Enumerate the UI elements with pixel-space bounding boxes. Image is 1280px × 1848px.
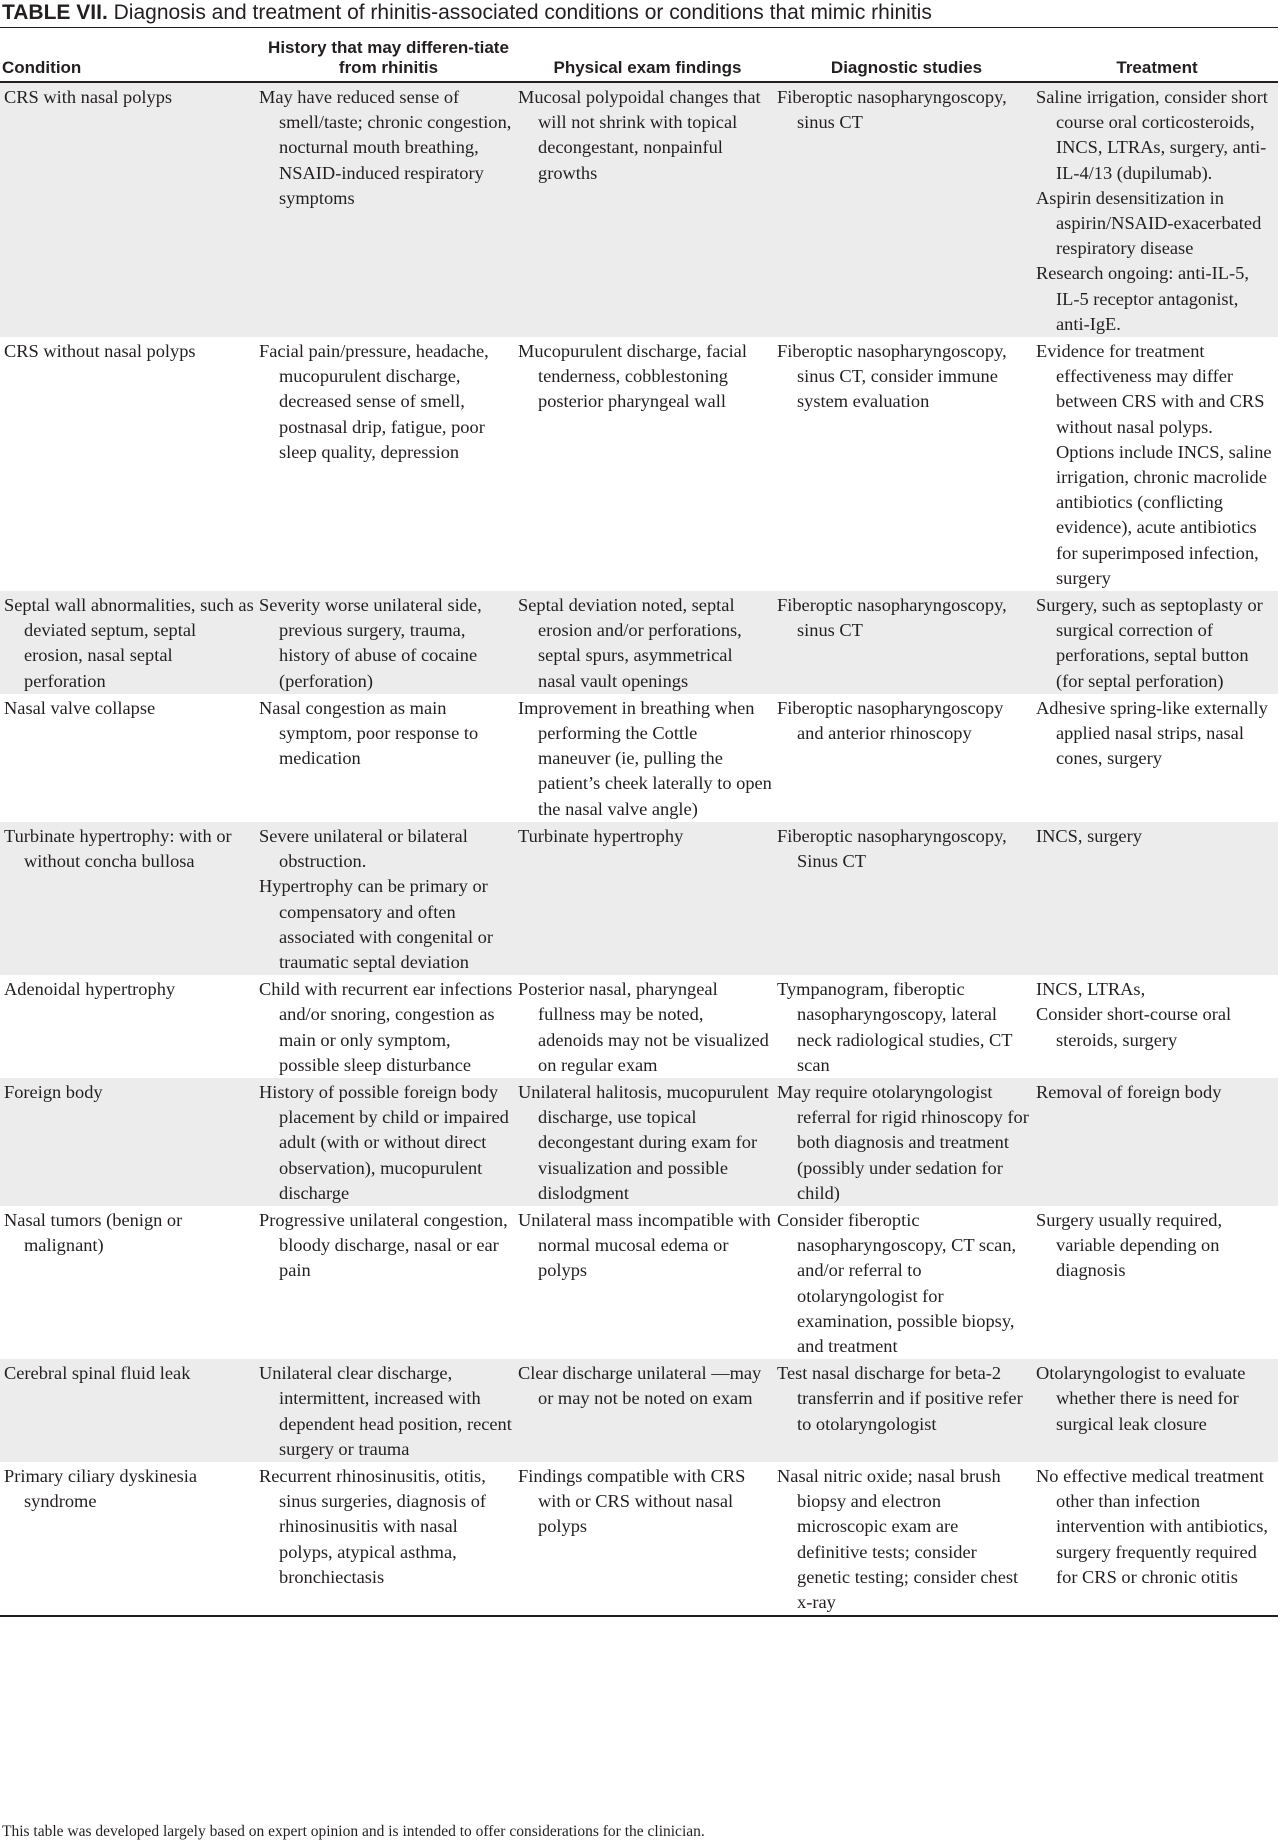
cell-paragraph: Unilateral mass incompatible with normal mucosal edema or polyps bbox=[518, 1209, 771, 1281]
condition-cell bbox=[0, 82, 259, 337]
exam-cell-content bbox=[518, 85, 773, 186]
history-cell bbox=[259, 1078, 518, 1206]
treatment-cell-content bbox=[1036, 1208, 1274, 1284]
exam-cell bbox=[518, 1359, 777, 1462]
treatment-cell bbox=[1036, 694, 1278, 822]
history-cell bbox=[259, 1359, 518, 1462]
cell-paragraph: Turbinate hypertrophy bbox=[518, 825, 684, 846]
studies-cell bbox=[777, 591, 1036, 694]
history-cell-content bbox=[259, 824, 514, 975]
treatment-cell bbox=[1036, 1206, 1278, 1359]
treatment-cell-content bbox=[1036, 593, 1274, 694]
condition-cell bbox=[0, 822, 259, 975]
treatment-cell-content bbox=[1036, 1080, 1274, 1105]
history-cell-content bbox=[259, 1080, 514, 1206]
treatment-cell bbox=[1036, 1462, 1278, 1616]
header-exam: Physical exam findings bbox=[518, 32, 777, 82]
cell-paragraph: Foreign body bbox=[4, 1081, 103, 1102]
studies-cell-content bbox=[777, 824, 1032, 874]
exam-cell bbox=[518, 975, 777, 1078]
cell-paragraph: INCS, LTRAs, bbox=[1036, 979, 1146, 1000]
cell-paragraph: Saline irrigation, consider short course oral corticosteroids, INCS, LTRAs, surgery, anti-IL-4/13 (dupilumab). bbox=[1036, 87, 1268, 183]
cell-paragraph: Nasal valve collapse bbox=[4, 697, 156, 718]
exam-cell-content bbox=[518, 339, 773, 415]
treatment-cell bbox=[1036, 1359, 1278, 1462]
header-condition: Condition bbox=[0, 32, 259, 82]
condition-cell bbox=[0, 1206, 259, 1359]
history-cell bbox=[259, 694, 518, 822]
table-caption bbox=[2, 0, 1278, 26]
cell-paragraph: Unilateral halitosis, mucopurulent discharge, use topical decongestant during exam for visualization and possible dislodgment bbox=[518, 1081, 769, 1203]
exam-cell bbox=[518, 82, 777, 337]
studies-cell bbox=[777, 1206, 1036, 1359]
cell-paragraph: Fiberoptic nasopharyngoscopy, sinus CT, consider immune system evaluation bbox=[777, 341, 1007, 412]
treatment-cell-content bbox=[1036, 1361, 1274, 1437]
condition-cell-content bbox=[0, 1208, 255, 1258]
history-cell-content bbox=[259, 696, 514, 772]
treatment-cell bbox=[1036, 1078, 1278, 1206]
studies-cell bbox=[777, 1462, 1036, 1616]
history-cell bbox=[259, 82, 518, 337]
cell-paragraph: Cerebral spinal fluid leak bbox=[4, 1363, 191, 1384]
cell-paragraph: Surgery usually required, variable depending on diagnosis bbox=[1036, 1209, 1223, 1281]
cell-paragraph: CRS with nasal polyps bbox=[4, 87, 173, 107]
treatment-cell-content bbox=[1036, 339, 1274, 591]
cell-paragraph: Test nasal discharge for beta-2 transferrin and if positive refer to otolaryngologist bbox=[777, 1363, 1023, 1434]
table-row bbox=[0, 591, 1278, 694]
table-row bbox=[0, 694, 1278, 822]
studies-cell-content bbox=[777, 1208, 1032, 1359]
history-cell-content bbox=[259, 85, 514, 211]
exam-cell-content bbox=[518, 1208, 773, 1284]
condition-cell bbox=[0, 337, 259, 591]
treatment-cell-content bbox=[1036, 85, 1274, 337]
table-row bbox=[0, 1206, 1278, 1359]
condition-cell bbox=[0, 975, 259, 1078]
condition-cell bbox=[0, 591, 259, 694]
cell-paragraph: Turbinate hypertrophy: with or without concha bullosa bbox=[4, 825, 232, 872]
cell-paragraph: Findings compatible with CRS with or CRS without nasal polyps bbox=[518, 1465, 746, 1537]
studies-cell-content bbox=[777, 593, 1032, 643]
exam-cell bbox=[518, 694, 777, 822]
studies-cell bbox=[777, 1359, 1036, 1462]
exam-cell bbox=[518, 337, 777, 591]
table-header bbox=[0, 32, 1278, 82]
studies-cell-content bbox=[777, 977, 1032, 1078]
exam-cell-content bbox=[518, 1361, 773, 1411]
cell-paragraph: Nasal tumors (benign or malignant) bbox=[4, 1209, 183, 1256]
cell-paragraph: History of possible foreign body placement by child or impaired adult (with or without direct observation), mucopurulent discharge bbox=[259, 1081, 509, 1203]
cell-paragraph: Facial pain/pressure, headache, mucopurulent discharge, decreased sense of smell, postnasal drip, fatigue, poor sleep quality, depression bbox=[259, 341, 489, 462]
cell-paragraph: Adhesive spring-like externally applied nasal strips, nasal cones, surgery bbox=[1036, 697, 1268, 769]
history-cell bbox=[259, 822, 518, 975]
cell-paragraph: No effective medical treatment other than infection intervention with antibiotics, surgery frequently required for CRS or chronic otitis bbox=[1036, 1465, 1268, 1587]
studies-cell-content bbox=[777, 1361, 1032, 1437]
table-row bbox=[0, 822, 1278, 975]
table-footnote: This table was developed largely based on expert opinion and is intended to offer considerations for the clinician. bbox=[2, 1823, 705, 1840]
cell-paragraph: Septal wall abnormalities, such as deviated septum, septal erosion, nasal septal perforation bbox=[4, 595, 254, 691]
treatment-cell bbox=[1036, 591, 1278, 694]
history-cell bbox=[259, 591, 518, 694]
history-cell-content bbox=[259, 593, 514, 694]
condition-cell-content bbox=[0, 696, 255, 721]
cell-paragraph: Research ongoing: anti-IL-5, IL-5 receptor antagonist, anti-IgE. bbox=[1036, 263, 1249, 334]
cell-paragraph: INCS, surgery bbox=[1036, 825, 1142, 846]
cell-paragraph: Adenoidal hypertrophy bbox=[4, 979, 176, 1000]
cell-paragraph: Primary ciliary dyskinesia syndrome bbox=[4, 1465, 198, 1512]
exam-cell bbox=[518, 591, 777, 694]
table-row bbox=[0, 975, 1278, 1078]
exam-cell bbox=[518, 1078, 777, 1206]
condition-cell-content bbox=[0, 339, 255, 364]
header-row bbox=[0, 32, 1278, 82]
studies-cell-content bbox=[777, 85, 1032, 135]
cell-paragraph: CRS without nasal polyps bbox=[4, 341, 196, 362]
exam-cell bbox=[518, 1206, 777, 1359]
studies-cell bbox=[777, 337, 1036, 591]
condition-cell-content bbox=[0, 1080, 255, 1105]
treatment-cell-content bbox=[1036, 1464, 1274, 1590]
history-cell bbox=[259, 337, 518, 591]
table-row bbox=[0, 337, 1278, 591]
treatment-cell bbox=[1036, 822, 1278, 975]
diagnosis-treatment-table bbox=[0, 32, 1278, 1617]
exam-cell-content bbox=[518, 1464, 773, 1540]
treatment-cell bbox=[1036, 337, 1278, 591]
cell-paragraph: Progressive unilateral congestion, bloody discharge, nasal or ear pain bbox=[259, 1209, 508, 1281]
cell-paragraph: Fiberoptic nasopharyngoscopy, Sinus CT bbox=[777, 825, 1007, 872]
history-cell bbox=[259, 975, 518, 1078]
cell-paragraph: Mucopurulent discharge, facial tenderness, cobblestoning posterior pharyngeal wall bbox=[518, 341, 747, 412]
condition-cell bbox=[0, 1462, 259, 1616]
history-cell bbox=[259, 1206, 518, 1359]
studies-cell-content bbox=[777, 696, 1032, 746]
exam-cell-content bbox=[518, 696, 773, 822]
cell-paragraph: Fiberoptic nasopharyngoscopy, sinus CT bbox=[777, 595, 1007, 641]
studies-cell-content bbox=[777, 1080, 1032, 1206]
cell-paragraph: Fiberoptic nasopharyngoscopy and anterior rhinoscopy bbox=[777, 697, 1004, 744]
studies-cell bbox=[777, 822, 1036, 975]
exam-cell-content bbox=[518, 824, 773, 849]
condition-cell-content bbox=[0, 824, 255, 874]
studies-cell bbox=[777, 1078, 1036, 1206]
history-cell-content bbox=[259, 977, 514, 1078]
table-row bbox=[0, 82, 1278, 337]
cell-paragraph: Nasal congestion as main symptom, poor response to medication bbox=[259, 697, 479, 769]
condition-cell-content bbox=[0, 1361, 255, 1386]
history-cell-content bbox=[259, 1208, 514, 1284]
treatment-cell bbox=[1036, 975, 1278, 1078]
history-cell-content bbox=[259, 1361, 514, 1462]
table-title: Diagnosis and treatment of rhinitis-associated conditions or conditions that mimic rhinitis bbox=[113, 1, 932, 24]
history-cell-content bbox=[259, 339, 514, 465]
cell-paragraph: Septal deviation noted, septal erosion and/or perforations, septal spurs, asymmetrical nasal vault openings bbox=[518, 595, 742, 691]
cell-paragraph: Consider fiberoptic nasopharyngoscopy, CT scan, and/or referral to otolaryngologist for examination, possible biopsy, and treatment bbox=[777, 1209, 1017, 1356]
condition-cell-content bbox=[0, 85, 255, 110]
studies-cell-content bbox=[777, 339, 1032, 415]
cell-paragraph: Clear discharge unilateral —may or may not be noted on exam bbox=[518, 1363, 762, 1409]
cell-paragraph: Severe unilateral or bilateral obstruction. bbox=[259, 825, 468, 872]
condition-cell bbox=[0, 1078, 259, 1206]
cell-paragraph: Consider short-course oral steroids, surgery bbox=[1036, 1004, 1232, 1050]
cell-paragraph: May require otolaryngologist referral for rigid rhinoscopy for both diagnosis and treatment (possibly under sedation for child) bbox=[777, 1081, 1029, 1203]
cell-paragraph: Tympanogram, fiberoptic nasopharyngoscopy, lateral neck radiological studies, CT scan bbox=[777, 979, 1013, 1075]
condition-cell-content bbox=[0, 1464, 255, 1514]
cell-paragraph: Recurrent rhinosinusitis, otitis, sinus surgeries, diagnosis of rhinosinusitis with nasal polyps, atypical asthma, bronchiectasis bbox=[259, 1465, 487, 1587]
cell-paragraph: Unilateral clear discharge, intermittent, increased with dependent head position, recent surgery or trauma bbox=[259, 1363, 512, 1459]
cell-paragraph: Child with recurrent ear infections and/or snoring, congestion as main or only symptom, possible sleep disturbance bbox=[259, 979, 513, 1075]
cell-paragraph: Aspirin desensitization in aspirin/NSAID-exacerbated respiratory disease bbox=[1036, 187, 1262, 259]
cell-paragraph: Evidence for treatment effectiveness may differ between CRS with and CRS without nasal polyps. Options include INCS, saline irrigation, chronic macrolide antibiotics (conflicting evidence), acute antibiotics for superimposed infection, surgery bbox=[1036, 341, 1272, 588]
header-history: History that may differen-tiate from rhinitis bbox=[259, 32, 518, 82]
studies-cell bbox=[777, 975, 1036, 1078]
cell-paragraph: Surgery, such as septoplasty or surgical correction of perforations, septal button (for septal perforation) bbox=[1036, 595, 1263, 691]
exam-cell bbox=[518, 1462, 777, 1616]
table-row bbox=[0, 1462, 1278, 1616]
treatment-cell-content bbox=[1036, 696, 1274, 772]
treatment-cell-content bbox=[1036, 824, 1274, 849]
cell-paragraph: Mucosal polypoidal changes that will not shrink with topical decongestant, nonpainful growths bbox=[518, 87, 761, 183]
condition-cell-content bbox=[0, 593, 255, 694]
history-cell-content bbox=[259, 1464, 514, 1590]
cell-paragraph: Fiberoptic nasopharyngoscopy, sinus CT bbox=[777, 87, 1007, 133]
cell-paragraph: Improvement in breathing when performing the Cottle maneuver (ie, pulling the patient’s cheek laterally to open the nasal valve angle) bbox=[518, 697, 772, 819]
cell-paragraph: May have reduced sense of smell/taste; chronic congestion, nocturnal mouth breathing, NSAID-induced respiratory symptoms bbox=[259, 87, 512, 208]
condition-cell bbox=[0, 1359, 259, 1462]
condition-cell bbox=[0, 694, 259, 822]
exam-cell-content bbox=[518, 593, 773, 694]
table-body bbox=[0, 82, 1278, 1616]
header-studies: Diagnostic studies bbox=[777, 32, 1036, 82]
caption-rule bbox=[0, 27, 1278, 28]
cell-paragraph: Posterior nasal, pharyngeal fullness may be noted, adenoids may not be visualized on regular exam bbox=[518, 979, 769, 1075]
header-treatment: Treatment bbox=[1036, 32, 1278, 82]
studies-cell-content bbox=[777, 1464, 1032, 1615]
exam-cell-content bbox=[518, 1080, 773, 1206]
condition-cell-content bbox=[0, 977, 255, 1002]
studies-cell bbox=[777, 82, 1036, 337]
exam-cell-content bbox=[518, 977, 773, 1078]
studies-cell bbox=[777, 694, 1036, 822]
treatment-cell bbox=[1036, 82, 1278, 337]
table-label: TABLE VII. bbox=[2, 1, 108, 24]
cell-paragraph: Severity worse unilateral side, previous surgery, trauma, history of abuse of cocaine (perforation) bbox=[259, 595, 482, 691]
table-row bbox=[0, 1078, 1278, 1206]
exam-cell bbox=[518, 822, 777, 975]
cell-paragraph: Nasal nitric oxide; nasal brush biopsy and electron microscopic exam are definitive tests; consider genetic testing; consider chest x-ray bbox=[777, 1465, 1019, 1612]
cell-paragraph: Removal of foreign body bbox=[1036, 1081, 1222, 1102]
table-row bbox=[0, 1359, 1278, 1462]
history-cell bbox=[259, 1462, 518, 1616]
treatment-cell-content bbox=[1036, 977, 1274, 1053]
cell-paragraph: Otolaryngologist to evaluate whether there is need for surgical leak closure bbox=[1036, 1363, 1246, 1434]
cell-paragraph: Hypertrophy can be primary or compensatory and often associated with congenital or traumatic septal deviation bbox=[259, 876, 493, 972]
